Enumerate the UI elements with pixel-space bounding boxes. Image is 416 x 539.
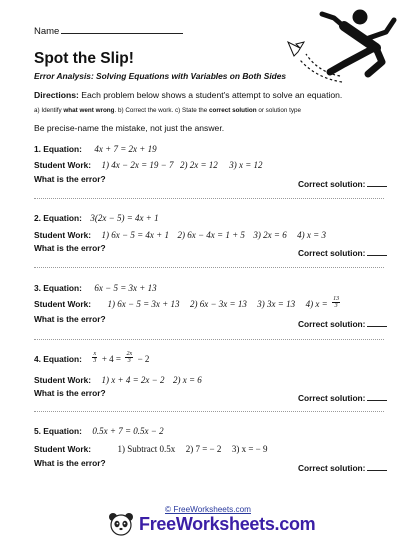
- what-is-error-label: What is the error?: [34, 458, 106, 468]
- name-label: Name: [34, 26, 60, 37]
- equation-label: 1. Equation:: [34, 144, 82, 154]
- fraction-denominator: 3: [93, 358, 97, 365]
- name-field: [34, 25, 183, 37]
- student-work-label: Student Work:: [34, 230, 92, 240]
- instruction-steps: [34, 107, 301, 114]
- directions-text: Each problem below shows a student's attempt to solve an equation.: [78, 90, 343, 100]
- problem-2-work-row: [34, 225, 326, 243]
- footer-copyright-link[interactable]: © FreeWorksheets.com: [165, 505, 251, 514]
- fraction-numerator: 2x: [126, 351, 133, 358]
- work-step: 1) 6x − 5 = 4x + 1: [101, 230, 169, 240]
- divider: [34, 198, 384, 199]
- directions-label: Directions:: [34, 90, 79, 100]
- divider: [34, 339, 384, 340]
- what-is-error-label: What is the error?: [34, 314, 106, 324]
- equation-label: 3. Equation:: [34, 283, 82, 293]
- equation: 3(2x − 5) = 4x + 1: [90, 213, 159, 223]
- work-step: 4) x = 3: [297, 230, 326, 240]
- divider: [34, 267, 384, 268]
- equation-end: − 2: [137, 354, 150, 364]
- work-step: 1) x + 4 = 2x − 2: [101, 375, 165, 385]
- fraction-denominator: 3: [127, 358, 131, 365]
- correct-solution-label: Correct solution:: [298, 319, 366, 329]
- work-step: 2) 2x = 12: [179, 160, 218, 170]
- work-step: 2) 6x − 4x = 1 + 5: [177, 230, 245, 240]
- step-c-bold: correct solution: [208, 107, 257, 114]
- work-step: 1) 4x − 2x = 19 − 7: [101, 160, 174, 170]
- work-step: 3) 3x = 13: [257, 299, 296, 309]
- problem-4-work-row: [34, 370, 202, 388]
- slipping-person-icon: [282, 6, 406, 86]
- correct-solution-row: [298, 388, 387, 406]
- fraction-numerator: x: [93, 351, 97, 358]
- equation-label: 5. Equation:: [34, 426, 82, 436]
- answer-blank[interactable]: [367, 319, 387, 327]
- student-work-label: Student Work:: [34, 299, 92, 309]
- problem-1-work-row: [34, 155, 263, 173]
- correct-solution-row: [298, 314, 387, 332]
- correct-solution-row: [298, 243, 387, 261]
- answer-blank[interactable]: [367, 248, 387, 256]
- equation-label: 4. Equation:: [34, 354, 82, 364]
- page-subtitle: Error Analysis: Solving Equations with Variables on Both Sides: [34, 71, 287, 81]
- problem-5-work-row: [34, 439, 268, 457]
- correct-solution-label: Correct solution:: [298, 463, 366, 473]
- what-is-error-label: What is the error?: [34, 174, 106, 184]
- correct-solution-row: [298, 174, 387, 192]
- answer-blank[interactable]: [367, 463, 387, 471]
- correct-solution-row: [298, 458, 387, 476]
- problem-4-equation-row: [34, 349, 149, 367]
- work-step: 2) 7 = − 2: [185, 444, 222, 454]
- divider: [34, 411, 384, 412]
- what-is-error-label: What is the error?: [34, 388, 106, 398]
- footer-logo-text[interactable]: FreeWorksheets.com: [139, 514, 316, 534]
- fraction-numerator: 13: [333, 296, 340, 303]
- answer-blank[interactable]: [367, 179, 387, 187]
- equation-middle: + 4 =: [101, 354, 121, 364]
- work-step: 3) x = 12: [229, 160, 263, 170]
- fraction: [92, 351, 97, 364]
- student-work-label: Student Work:: [34, 375, 92, 385]
- work-step: 3) 2x = 6: [253, 230, 287, 240]
- work-step: 3) x = − 9: [231, 444, 268, 454]
- equation-label: 2. Equation:: [34, 213, 82, 223]
- equation: 0.5x + 7 = 0.5x − 2: [92, 426, 164, 436]
- step-a-bold: what went wrong: [63, 107, 115, 114]
- directions: [34, 90, 342, 100]
- correct-solution-label: Correct solution:: [298, 248, 366, 258]
- correct-solution-label: Correct solution:: [298, 179, 366, 189]
- precision-note: Be precise-name the mistake, not just the answer.: [34, 123, 225, 133]
- work-step: 2) x = 6: [172, 375, 202, 385]
- problem-2-equation-row: [34, 208, 159, 226]
- student-work-label: Student Work:: [34, 160, 92, 170]
- work-step: 1) 6x − 5 = 3x + 13: [107, 299, 180, 309]
- fraction: [332, 296, 340, 309]
- equation: 6x − 5 = 3x + 13: [94, 283, 157, 293]
- work-step: 4) x =: [305, 299, 328, 309]
- name-blank-line[interactable]: [61, 25, 183, 34]
- equation: 4x + 7 = 2x + 19: [94, 144, 157, 154]
- work-step: 1) Subtract 0.5x: [117, 444, 176, 454]
- problem-5-equation-row: [34, 421, 164, 439]
- work-step: 2) 6x − 3x = 13: [189, 299, 247, 309]
- fraction-denominator: 3: [334, 303, 338, 310]
- step-c-suffix: or solution type: [256, 107, 302, 114]
- panda-logo-icon: [108, 512, 134, 536]
- fraction: [125, 351, 133, 364]
- problem-3-work-row: [34, 294, 340, 312]
- answer-blank[interactable]: [367, 393, 387, 401]
- step-a-prefix: a) Identify: [34, 107, 64, 114]
- correct-solution-label: Correct solution:: [298, 393, 366, 403]
- step-a-suffix: . b) Correct the work. c) State the: [114, 107, 209, 114]
- page-title: Spot the Slip!: [34, 50, 134, 67]
- what-is-error-label: What is the error?: [34, 243, 106, 253]
- student-work-label: Student Work:: [34, 444, 92, 454]
